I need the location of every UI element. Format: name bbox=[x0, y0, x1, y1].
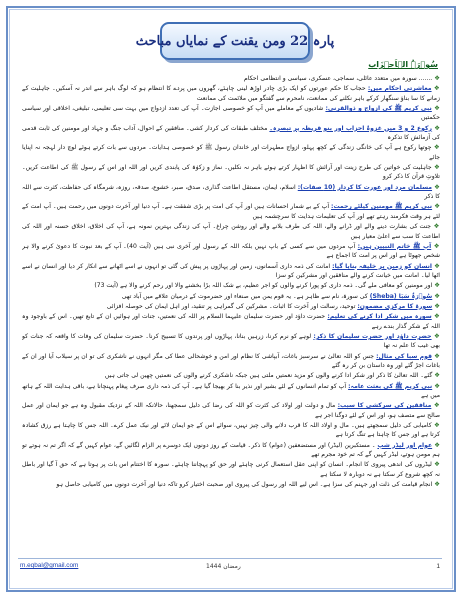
page-number: 1 bbox=[436, 563, 440, 570]
bullet-icon: ❖ bbox=[432, 123, 440, 132]
paragraph-text: جنت کی بشارت دینے والے اور ڈرانے والے، اللہ کی طرف بلانے والے اور روشن چراغ۔ آپ کی زندگی بہترین نمونہ ہے، آپ کی اخلاق، اخلاق حسنہ اور اللہ کی اطاعت کا سب سے اعلیٰ معیار ہیں bbox=[22, 223, 440, 240]
paragraph-text: جاہلیت کی خواتین کی طرح زینت اور آرائش کا اظہار کرتے ہوئے باہر نہ نکلیں۔ نماز و زکوٰۃ کی پابندی کریں اور اللہ اور اس کے رسول ﷺ کی اطاعت کریں۔ تلاوتِ قرآن کا ذکر کرو bbox=[22, 164, 440, 181]
content-paragraph bbox=[22, 163, 440, 182]
content-paragraph bbox=[22, 281, 440, 290]
bullet-icon: ❖ bbox=[432, 371, 440, 380]
content-paragraph bbox=[22, 382, 440, 401]
content-paragraph bbox=[22, 124, 440, 143]
paragraph-lead: قوم سبا کی مثال: bbox=[376, 352, 432, 360]
paragraph-lead: منافقین کی سرکشی کا سبب: bbox=[337, 402, 432, 410]
paragraph-text: کی سورۃ، نام سے ظاہر ہے۔ یہ قوم یمن میں صنعاء اور حضرموت کے درمیان علاقے میں آباد تھی bbox=[121, 292, 368, 300]
paragraph-lead: سُوۡرَۃُ سَبَا (Sheba) bbox=[369, 292, 433, 300]
content-body bbox=[22, 74, 440, 558]
content-paragraph bbox=[22, 202, 440, 221]
footer-email-link[interactable]: m.eqbal@gmail.com bbox=[20, 562, 79, 569]
bullet-icon: ❖ bbox=[431, 163, 440, 172]
bullet-icon: ❖ bbox=[431, 331, 440, 340]
content-paragraph bbox=[22, 292, 440, 301]
content-paragraph bbox=[22, 143, 440, 162]
content-paragraph bbox=[22, 84, 440, 103]
content-paragraph bbox=[22, 371, 440, 380]
paragraph-lead: آپ ﷺ خاتم النبیین ہیں: bbox=[357, 242, 432, 250]
paragraph-text: مال و دولت اور اولاد کی کثرت کو اللہ کی رضا کی دلیل سمجھنا، حالانکہ اللہ کے نزدیک مقبول وہ ہے جو ایمان اور عمل صالح سے متصف ہو، اور اس کے لئے دوگنا اجر ہے bbox=[22, 402, 440, 419]
content-paragraph bbox=[22, 183, 440, 202]
paragraph-text: لوہے کو نرم کرنا، زرہیں بنانا، پہاڑوں اور پرندوں کا تسبیح کرنا۔ حضرت سلیمان کی وفات کا واقعہ کہ جنات کو بھی غیب کا علم نہ تھا bbox=[22, 332, 440, 350]
paragraph-lead: انسان کو زمین پر خلیفہ بنایا گیا: bbox=[332, 262, 433, 270]
bullet-icon: ❖ bbox=[432, 440, 440, 449]
paragraph-text: اسلام، ایمان، مستقل اطاعت گذاری، صدق، صبر، خشوع، صدقہ، روزہ، شرمگاہ کی حفاظت، کثرت سے اللہ کا ذکر bbox=[22, 183, 440, 201]
bullet-icon: ❖ bbox=[431, 421, 440, 430]
paragraph-lead: نبی کریم ﷺ کی ازواج و ذوالقرنی: bbox=[325, 105, 432, 113]
page-title: پارہ 22 ومن یقنت کے نمایاں مباحث bbox=[135, 33, 335, 49]
content-paragraph bbox=[22, 401, 440, 420]
paragraph-text: حجاب کا حکم عورتوں کو ایک بڑی چادر اوڑھ لینی چاہئے، گھروں میں پردے کا انتظام ہو کہ لوگ باہر سے اندر نہ آسکیں۔ جاہلیت کے زمانے کا سا بناؤ سنگھار کرکے باہر نکلنے کی ممانعت، نامحرم سے گفتگو میں ملائمت کی ممانعت bbox=[22, 85, 440, 102]
paragraph-lead: حضرت داؤد اور حضرت سلیمان کا ذکر: bbox=[313, 332, 432, 340]
paragraph-text: حضرت داؤد اور حضرت سلیمان علیہما السلام پر اللہ کی نعمتیں، جنات اور ہوائیں ان کے تابع تھیں۔ اس کے باوجود وہ اللہ کے شکر گذار بندے رہے bbox=[22, 313, 440, 330]
bullet-icon: ❖ bbox=[431, 143, 440, 152]
bullet-icon: ❖ bbox=[432, 74, 440, 82]
bullet-icon: ❖ bbox=[431, 222, 440, 231]
bullet-icon: ❖ bbox=[431, 312, 440, 321]
footer-date: رمضان 1444 bbox=[206, 563, 241, 570]
paragraph-text: آپ مردوں میں سے کسی کے باپ نہیں بلکہ اللہ کے رسول اور آخری نبی ہیں (آیت 40)۔ آپ کے بعد نبوت کا دعویٰ کرنے والا ہر شخص جھوٹا ہے اور اس پر امت کا اجماع ہے bbox=[22, 242, 440, 260]
paragraph-lead: مسلمان مرد اور عورت کا کردار (10 صفات): bbox=[297, 183, 433, 191]
surah-heading: سُوۡرَۃُ الۡاَحۡزَاب bbox=[368, 60, 438, 69]
bullet-icon: ❖ bbox=[432, 480, 440, 489]
title-banner bbox=[135, 22, 335, 60]
content-paragraph bbox=[22, 441, 440, 460]
paragraph-lead: معاشرتی احکام میں: bbox=[367, 85, 432, 93]
content-paragraph bbox=[22, 104, 440, 123]
paragraph-text: ۔ مستکبرین (لیڈر) اور مستضعفین (عوام) کا ذکر۔ قیامت کے روز دونوں ایک دوسرے پر الزام لگائیں گے، عوام کہیں گے کہ اگر تم نہ ہوتے تو ہم مومن ہوتے، لیڈر کہیں گے کہ تم خود مجرم تھے bbox=[22, 441, 440, 459]
content-paragraph bbox=[22, 460, 440, 479]
bullet-icon: ❖ bbox=[432, 202, 440, 211]
paragraph-text: لیڈروں کی اندھی پیروی کا انجام۔ انسان کو اپنی عقل استعمال کرنی چاہئے اور حق کو پہچاننا چاہئے۔ سورہ کا اختتام اس بات پر ہوتا ہے کہ حق آ گیا اور باطل نہ کچھ شروع کر سکتا ہے نہ دوبارہ لا سکتا ہے bbox=[22, 461, 440, 478]
bullet-icon: ❖ bbox=[431, 104, 440, 113]
paragraph-text: شادیوں کے معاملے میں آپ کو خصوصی اجازت۔ آپ کی تعدد ازدواج میں بہت سی تعلیمی، تبلیغی، اخلاقی اور سیاسی حکمتیں bbox=[22, 105, 440, 122]
content-paragraph bbox=[22, 352, 440, 371]
paragraph-text: کامیابی کی دلیل سمجھتے ہیں۔ مال و اولاد اللہ کا قرب دلانے والی چیز نہیں، سوائے اس کے جو ایمان لائے اور نیک عمل کرے۔ اللہ جس کا چاہتا ہے رزق کشادہ کرتا ہے اور جس کا چاہتا ہے تنگ کرتا ہے bbox=[22, 422, 440, 439]
bullet-icon: ❖ bbox=[432, 291, 440, 300]
paragraph-text: آپ کے بے شمار احسانات ہیں اور آپ کی امت پر بڑی شفقت ہے۔ آپ دنیا اور آخرت دونوں میں رحمت ہیں۔ آپ امت کے لئے ہر وقت فکرمند رہتے تھے اور آپ کی تعلیمات ہدایت کا سرچشمہ ہیں bbox=[22, 203, 440, 220]
paragraph-lead: سورہ میں شکر ادا کرنے کی تعلیم: bbox=[327, 313, 432, 321]
paragraph-text: ....... سورہ میں متعدد عائلی، سماجی، عسکری، سیاسی و انتظامی احکام bbox=[243, 75, 433, 82]
paragraph-text: انجام قیامت کی ذلت اور جہنم کی سزا ہے۔ اس لیے اللہ اور رسول کی پیروی اور صحبت اختیار کرو تاکہ دنیا اور آخرت دونوں میں کامیابی حاصل ہو bbox=[56, 481, 433, 489]
bullet-icon: ❖ bbox=[432, 301, 440, 310]
bullet-icon: ❖ bbox=[431, 241, 440, 250]
content-paragraph bbox=[22, 262, 440, 281]
footer-divider bbox=[18, 558, 442, 559]
paragraph-lead: نبی کریم ﷺ مومنین کیلئے رحمت: bbox=[331, 203, 433, 211]
content-paragraph bbox=[22, 222, 440, 241]
paragraph-text: امانت کی ذمہ داری آسمانوں، زمین اور پہاڑوں پر پیش کی گئی تو انہوں نے اسے اٹھانے سے انکار کر دیا اور انسان نے اسے اٹھا لیا۔ امانت میں خیانت کرنے والے منافقین اور مشرکین کو سزا bbox=[22, 262, 440, 279]
paragraph-text: اور مومنین کو معافی ملے گی۔ ذمہ داری کو پورا کرنے والوں کو اجر عظیم، بے شک اللہ بڑا بخشنے والا اور رحم کرنے والا ہے (آیت 73) bbox=[94, 282, 433, 290]
content-paragraph bbox=[22, 480, 440, 489]
paragraph-text: گئے۔ اللہ تعالیٰ کا ذکر اور شکر ادا کرنے والوں کو مزید نعمتیں ملتی ہیں جبکہ ناشکری کرنے والوں کی نعمتیں چھین لی جاتی ہیں bbox=[104, 372, 433, 380]
bullet-icon: ❖ bbox=[432, 381, 440, 390]
paragraph-lead: عوام اور لیڈر شپ bbox=[377, 441, 433, 449]
paragraph-lead: نبی کریم ﷺ کی بعثت عامہ: bbox=[348, 382, 433, 390]
bullet-icon: ❖ bbox=[431, 84, 440, 93]
paragraph-text: چوتھا رکوع ہے آپ کی خانگی زندگی کے کچھ پہلو، ازواج مطہرات اور خاندان رسول ﷺ کو خصوصی ہدایات۔ مردوں سے بات کرتے ہوئے لوچ دار لہجہ نہ اپنایا جائے bbox=[22, 144, 440, 161]
paragraph-text: مختلف طبقات کی کردار کشی۔ منافقین کے احوال، آداب جنگ و جہاد اور مومنین کی ثابت قدمی کی آزمائش کا تذکرہ bbox=[22, 124, 440, 142]
bullet-icon: ❖ bbox=[432, 182, 440, 191]
paragraph-text: آپ کو تمام انسانوں کے لئے بشیر اور نذیر بنا کر بھیجا گیا ہے۔ آپ کی ذمہ داری صرف پیغام پہنچانا ہے، باقی ہدایت اللہ کے ہاتھ میں ہے bbox=[22, 382, 440, 399]
content-paragraph bbox=[22, 74, 440, 83]
content-paragraph bbox=[22, 242, 440, 261]
bullet-icon: ❖ bbox=[432, 281, 440, 290]
content-paragraph bbox=[22, 421, 440, 440]
bullet-icon: ❖ bbox=[431, 460, 440, 469]
content-paragraph bbox=[22, 332, 440, 351]
bullet-icon: ❖ bbox=[431, 401, 440, 410]
content-paragraph bbox=[22, 312, 440, 331]
bullet-icon: ❖ bbox=[431, 351, 440, 360]
paragraph-lead: سورۃ کا مرکزی مضمون: bbox=[357, 302, 433, 310]
content-paragraph bbox=[22, 302, 440, 311]
paragraph-text: جس کو اللہ تعالیٰ نے سرسبز باغات، آبپاشی کا نظام اور امن و خوشحالی عطا کی مگر انہوں نے ناشکری کی تو ان پر سیلاب آیا اور ان کے باغات اجڑ گئے اور وہ داستان بن کر رہ گئے bbox=[22, 352, 440, 369]
paragraph-lead: رکوع 2 و 3 میں غزوۂ احزاب اور بنو قریظہ پر تبصرہ۔ bbox=[269, 124, 433, 132]
bullet-icon: ❖ bbox=[432, 261, 440, 270]
paragraph-text: توحید، رسالت اور آخرت کا اثبات۔ مشرکین کی گمراہی پر تنقید، اور اہل ایمان کی حوصلہ افزائی bbox=[106, 302, 356, 310]
